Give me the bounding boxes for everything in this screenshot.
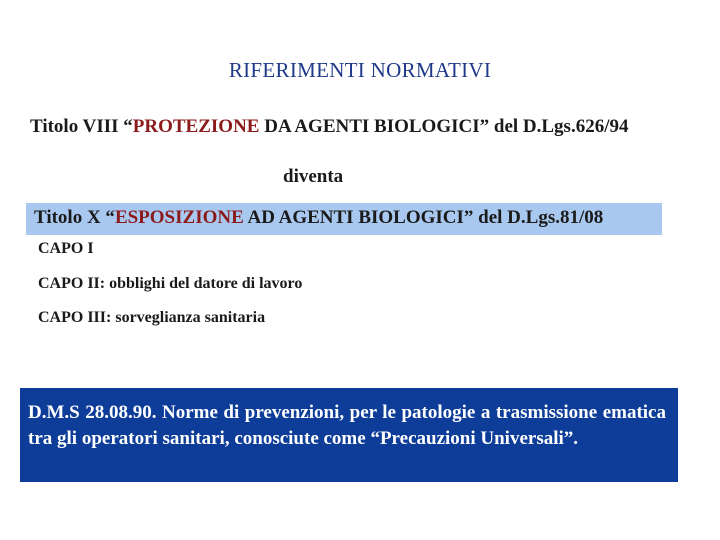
old-law-highlight: PROTEZIONE	[132, 116, 260, 137]
old-law-suffix: DA AGENTI BIOLOGICI” del D.Lgs.626/94	[259, 116, 629, 137]
new-law-suffix: AD AGENTI BIOLOGICI” del D.Lgs.81/08	[243, 207, 604, 228]
note-text: D.M.S 28.08.90. Norme di prevenzioni, per le patologie a trasmissione ematica tra gli operatori sanitari, conosciute come “Precauzioni Universali”.	[28, 402, 666, 449]
new-law-prefix: Titolo X “	[34, 207, 115, 228]
new-law-reference	[34, 207, 603, 229]
chapter-item-2: CAPO II: obblighi del datore di lavoro	[38, 275, 303, 292]
connector-text: diventa	[283, 166, 344, 187]
old-law-prefix: Titolo VIII “	[30, 116, 133, 137]
chapter-item-3: CAPO III: sorveglianza sanitaria	[38, 309, 266, 326]
chapter-item-1: CAPO I	[38, 240, 94, 257]
old-law-reference	[30, 116, 628, 138]
slide-title: RIFERIMENTI NORMATIVI	[228, 58, 492, 82]
universal-precautions-note	[20, 388, 678, 482]
new-law-highlight: ESPOSIZIONE	[114, 207, 244, 228]
